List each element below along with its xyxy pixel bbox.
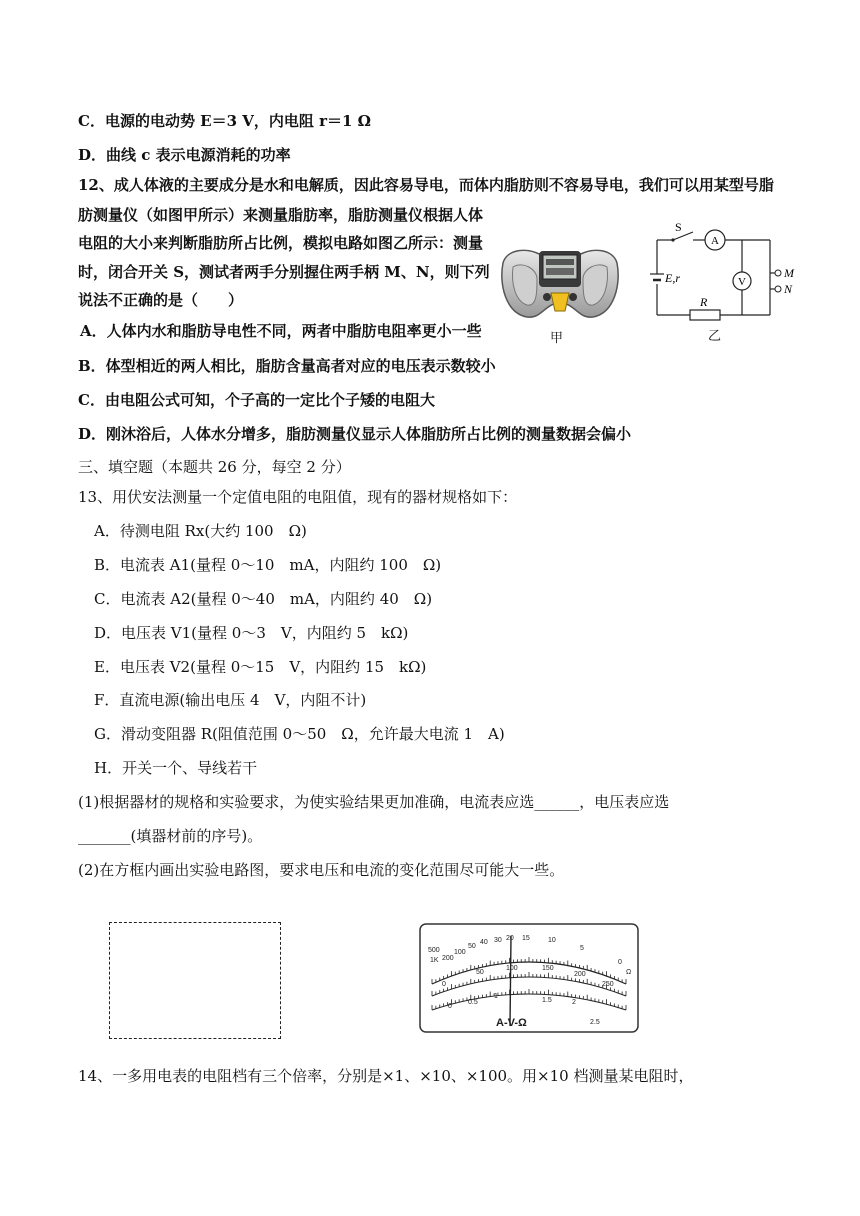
mid-scale-0: 0: [442, 981, 446, 988]
q13-item-c: C．电流表 A2(量程 0～40 mA，内阻约 40 Ω): [94, 590, 433, 608]
q13-item-a: A．待测电阻 Rx(大约 100 Ω): [94, 522, 307, 540]
ohm-scale-0: 0: [618, 959, 622, 966]
q13-item-e: E．电压表 V2(量程 0～15 V，内阻约 15 kΩ): [94, 658, 427, 676]
mid-scale-50: 50: [476, 969, 484, 976]
q12-stem-line1: 12、成人体液的主要成分是水和电解质，因此容易导电，而体内脂肪则不容易导电，我们可以用某型号脂: [78, 176, 774, 194]
q13-item-f: F．直流电源(输出电压 4 V，内阻不计): [94, 691, 367, 709]
q11-option-c: C．电源的电动势 E＝3 V，内电阻 r＝1 Ω: [78, 112, 372, 130]
mid-scale-250: 250: [602, 981, 614, 988]
figure-yi-caption: 乙: [708, 329, 722, 344]
low-scale-0: 0: [448, 1003, 452, 1010]
ohm-scale-40: 40: [480, 939, 488, 946]
ohm-scale-100: 100: [454, 949, 466, 956]
circuit-answer-box[interactable]: [109, 922, 281, 1039]
q12-stem-line5: 说法不正确的是（ ）: [78, 291, 244, 309]
ohm-scale-200: 200: [442, 955, 454, 962]
q12-option-b: B．体型相近的两人相比，脂肪含量高者对应的电压表示数较小: [78, 357, 496, 375]
q12-option-c: C．由电阻公式可知，个子高的一定比个子矮的电阻大: [78, 391, 435, 409]
q13-stem: 13、用伏安法测量一个定值电阻的电阻值，现有的器材规格如下：: [78, 488, 518, 506]
terminal-n-label: N: [784, 282, 793, 296]
fat-meter-circuit-figure: [645, 220, 805, 322]
q11-option-d: D．曲线 c 表示电源消耗的功率: [78, 146, 291, 164]
q12-stem-line3: 电阻的大小来判断脂肪所占比例，模拟电路如图乙所示：测量: [78, 234, 484, 252]
ohm-scale-1k: 1K: [430, 957, 439, 964]
ohm-scale-5: 5: [580, 945, 584, 952]
ohm-scale-30: 30: [494, 937, 502, 944]
q13-part1-line2: _______(填器材前的序号)。: [78, 827, 263, 845]
ohm-scale-500: 500: [428, 947, 440, 954]
ohm-scale-10: 10: [548, 937, 556, 944]
low-scale-2: 2: [572, 999, 576, 1006]
circuit-label-s: S: [675, 220, 682, 234]
mid-scale-200: 200: [574, 971, 586, 978]
mid-scale-150: 150: [542, 965, 554, 972]
ammeter-symbol: A: [711, 235, 719, 247]
circuit-label-er: E,r: [665, 271, 680, 285]
meter-function-label: A-V-Ω: [496, 1017, 527, 1029]
section3-heading: 三、填空题（本题共 26 分，每空 2 分）: [78, 458, 351, 476]
low-scale-0-5: 0.5: [468, 999, 478, 1006]
q12-stem-line4: 时，闭合开关 S，测试者两手分别握住两手柄 M、N，则下列: [78, 263, 490, 281]
q12-option-a: A．人体内水和脂肪导电性不同，两者中脂肪电阻率更小一些: [80, 322, 482, 340]
low-scale-2-5: 2.5: [590, 1019, 600, 1026]
figure-jia-caption: 甲: [550, 331, 564, 346]
q13-item-g: G．滑动变阻器 R(阻值范围 0～50 Ω，允许最大电流 1 A): [94, 725, 505, 743]
q13-item-b: B．电流表 A1(量程 0～10 mA，内阻约 100 Ω): [94, 556, 442, 574]
ohm-scale-15: 15: [522, 935, 530, 942]
q12-option-d: D．刚沐浴后，人体水分增多，脂肪测量仪显示人体脂肪所占比例的测量数据会偏小: [78, 425, 632, 443]
circuit-label-r: R: [700, 295, 708, 309]
ohm-unit: Ω: [626, 969, 632, 976]
q12-stem-line2: 肪测量仪（如图甲所示）来测量脂肪率，脂肪测量仪根据人体: [78, 206, 484, 224]
ohm-scale-50: 50: [468, 943, 476, 950]
voltmeter-symbol: V: [738, 276, 746, 288]
q13-item-h: H．开关一个、导线若干: [94, 759, 258, 777]
multimeter-dial-figure: [418, 922, 640, 1034]
low-scale-1: 1: [494, 993, 498, 1000]
fat-meter-device-figure: [497, 243, 623, 325]
ohm-scale-20: 20: [506, 935, 514, 942]
q13-item-d: D．电压表 V1(量程 0～3 V，内阻约 5 kΩ): [94, 624, 409, 642]
q14-stem: 14、一多用电表的电阻档有三个倍率，分别是×1、×10、×100。用×10 档测量某电阻时，: [78, 1067, 694, 1085]
q13-part2: (2)在方框内画出实验电路图，要求电压和电流的变化范围尽可能大一些。: [78, 861, 565, 879]
q13-part1-line1: (1)根据器材的规格和实验要求，为使实验结果更加准确，电流表应选______，电压表应选: [78, 793, 670, 811]
terminal-m-label: M: [784, 266, 794, 280]
low-scale-1-5: 1.5: [542, 997, 552, 1004]
mid-scale-100: 100: [506, 965, 518, 972]
